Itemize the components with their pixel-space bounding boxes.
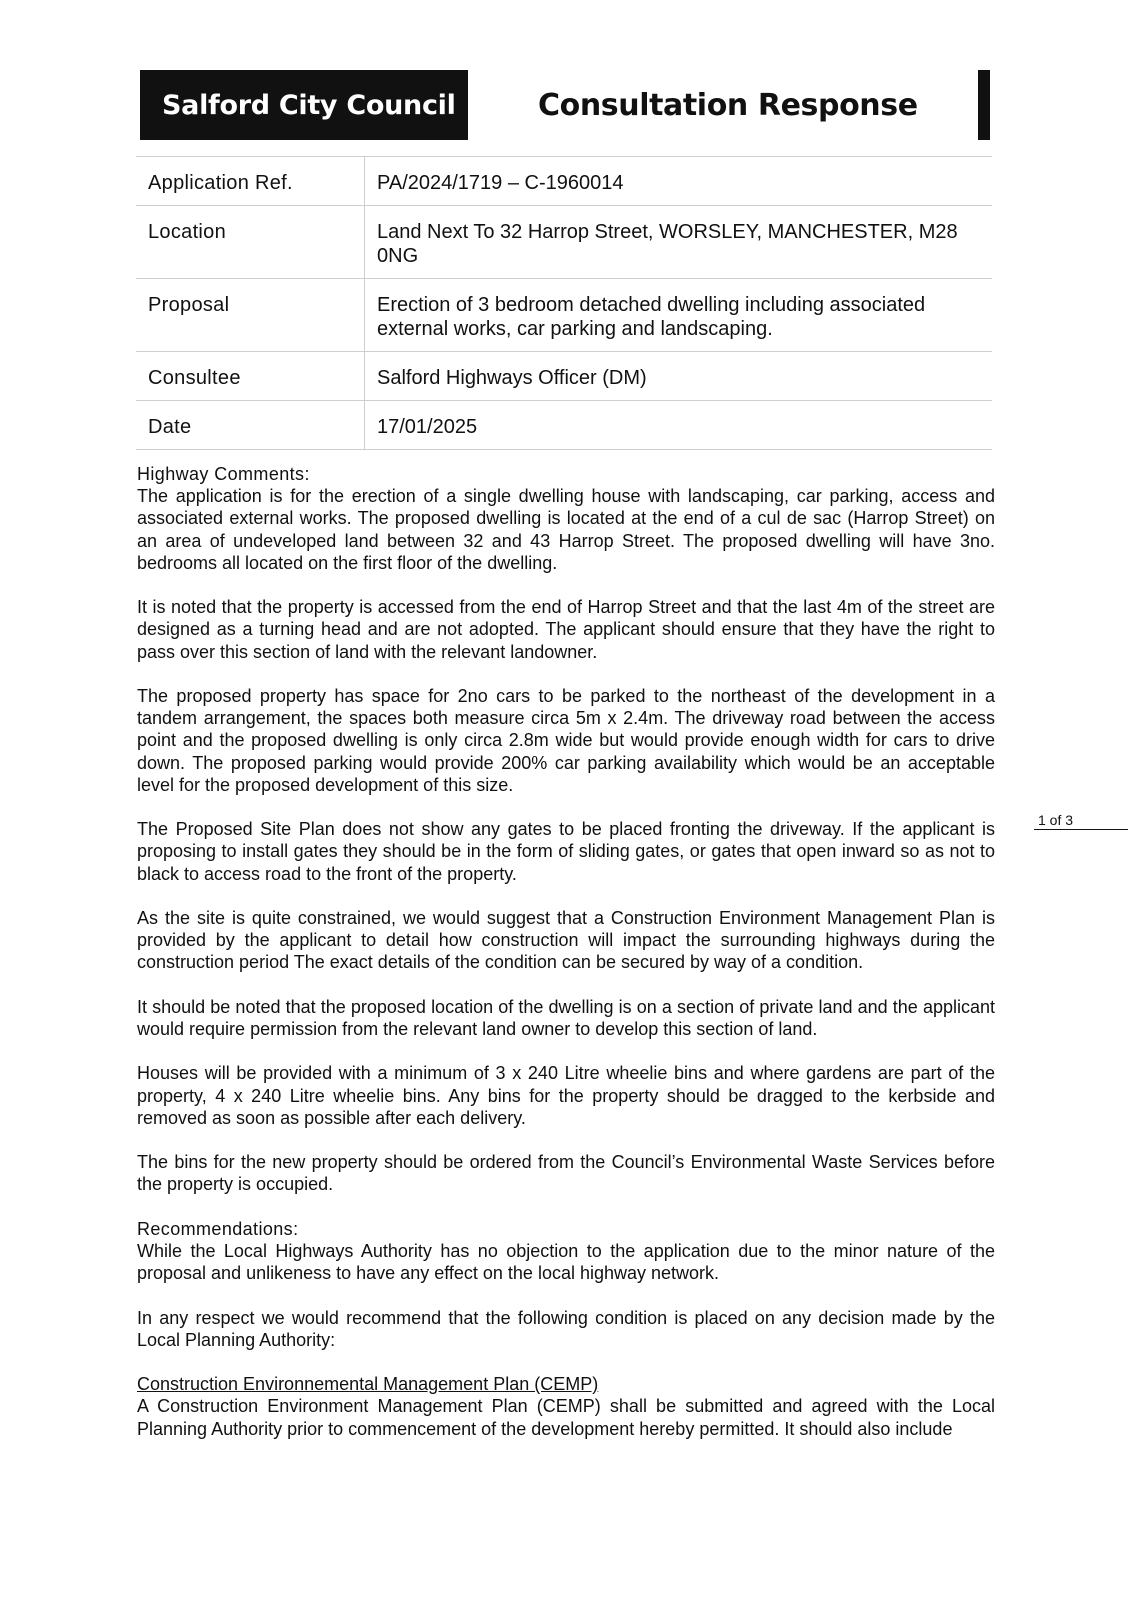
paragraph: The proposed property has space for 2no cars to be parked to the northeast of the development in a tandem arrangement, the spaces both measure circa 5m x 2.4m. The driveway road between the access point and the proposed dwelling is only circa 2.8m wide but would provide enough width for cars to drive down. The proposed parking would provide 200% car parking availability which would be an acceptable level for the proposed development of this size. — [137, 686, 995, 795]
table-row — [136, 157, 992, 206]
row-label: Location — [136, 206, 365, 279]
row-value: Erection of 3 bedroom detached dwelling including associated external works, car parking and landscaping. — [377, 294, 926, 340]
header-bar-decoration — [978, 70, 990, 140]
paragraph: While the Local Highways Authority has no objection to the application due to the minor nature of the proposal and unlikeness to have any effect on the local highway network. — [137, 1240, 995, 1284]
paragraph: As the site is quite constrained, we would suggest that a Construction Environment Management Plan is provided by the applicant to detail how construction will impact the surrounding highways during the construction period The exact details of the condition can be secured by way of a condition. — [137, 908, 995, 973]
row-value: PA/2024/1719 – C-1960014 — [377, 172, 624, 194]
row-label: Application Ref. — [136, 157, 365, 206]
paragraph: A Construction Environment Management Plan (CEMP) shall be submitted and agreed with the Local Planning Authority prior to commencement of the development hereby permitted. It should also include — [137, 1396, 995, 1439]
table-row — [136, 352, 992, 401]
document-body — [137, 463, 995, 1462]
paragraph: It should be noted that the proposed location of the dwelling is on a section of private land and the applicant would require permission from the relevant land owner to develop this section of land. — [137, 996, 995, 1039]
row-value: Land Next To 32 Harrop Street, WORSLEY, MANCHESTER, M28 0NG — [377, 221, 958, 267]
row-label: Consultee — [136, 352, 365, 401]
row-label: Date — [136, 401, 365, 450]
page-number: 1 of 3 — [1034, 812, 1128, 830]
paragraph: It is noted that the property is accessed from the end of Harrop Street and that the last 4m of the street are designed as a turning head and are not adopted. The applicant should ensure that they have the right to pass over this section of land with the relevant landowner. — [137, 597, 995, 662]
document-header — [140, 70, 990, 140]
row-value: Salford Highways Officer (DM) — [377, 367, 647, 389]
cemp-heading: Construction Environnemental Management Plan (CEMP) — [137, 1374, 599, 1395]
paragraph: The bins for the new property should be ordered from the Council’s Environmental Waste Services before the property is occupied. — [137, 1152, 995, 1195]
recommendations-heading: Recommendations: — [137, 1218, 299, 1239]
paragraph: In any respect we would recommend that the following condition is placed on any decision made by the Local Planning Authority: — [137, 1307, 995, 1350]
table-row — [136, 279, 992, 352]
table-row — [136, 401, 992, 450]
paragraph: The application is for the erection of a single dwelling house with landscaping, car parking, access and associated external works. The proposed dwelling is located at the end of a cul de sac (Harrop Street) on an area of undeveloped land between 32 and 43 Harrop Street. The proposed dwelling will have 3no. bedrooms all located on the first floor of the dwelling. — [137, 486, 995, 573]
paragraph: Houses will be provided with a minimum of 3 x 240 Litre wheelie bins and where gardens are part of the property, 4 x 240 Litre wheelie bins. Any bins for the property should be dragged to the kerbside and removed as soon as possible after each delivery. — [137, 1063, 995, 1128]
highway-comments-heading: Highway Comments: — [137, 464, 310, 484]
council-logo: Salford City Council — [140, 70, 468, 140]
row-label: Proposal — [136, 279, 365, 352]
application-info-table — [136, 156, 992, 450]
paragraph: The Proposed Site Plan does not show any gates to be placed fronting the driveway. If the applicant is proposing to install gates they should be in the form of sliding gates, or gates that open inward so as not to black to access road to the front of the property. — [137, 819, 995, 884]
row-value: 17/01/2025 — [377, 416, 478, 438]
document-title: Consultation Response — [538, 87, 918, 123]
table-row — [136, 206, 992, 279]
